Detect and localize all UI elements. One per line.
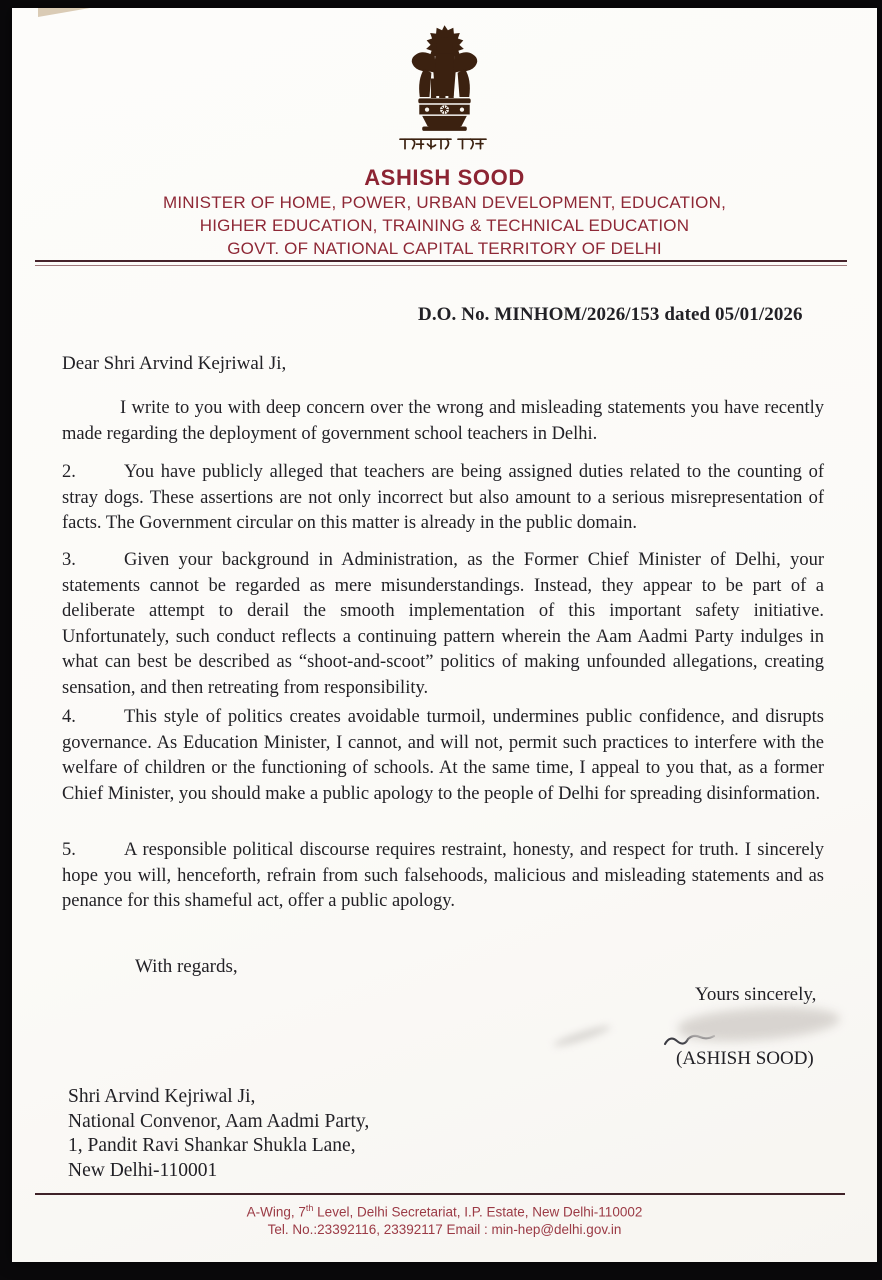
paragraph-5 xyxy=(62,838,824,915)
addressee-line-4: New Delhi-110001 xyxy=(68,1159,218,1181)
salutation: Dear Shri Arvind Kejriwal Ji, xyxy=(62,353,287,374)
addressee-block xyxy=(68,1085,369,1183)
sender-title-line-1: MINISTER OF HOME, POWER, URBAN DEVELOPMENT, EDUCATION, xyxy=(162,193,727,212)
letterhead-divider xyxy=(35,260,847,266)
paragraph-1 xyxy=(62,396,824,447)
closing-sincerely: Yours sincerely, xyxy=(695,984,817,1005)
paragraph-2 xyxy=(62,460,824,537)
sender-name: ASHISH SOOD xyxy=(364,165,525,190)
paragraph-1-text: I write to you with deep concern over the wrong and misleading statements you have recently made regarding the deployment of government school teachers in Delhi. xyxy=(62,398,824,444)
signatory-name: (ASHISH SOOD) xyxy=(676,1048,814,1069)
paragraph-3-number: 3. xyxy=(62,550,76,570)
paragraph-2-number: 2. xyxy=(62,462,76,482)
paragraph-4 xyxy=(62,705,824,807)
paragraph-4-text: This style of politics creates avoidable turmoil, undermines public confidence, and disrupts governance. As Education Minister, I cannot, and will not, permit such practices to interfere with the welfare of children or the functioning of schools. At the same time, I appeal to you that, as a former Chief Minister, you should make a public apology to the people of Delhi for spreading disinformation. xyxy=(62,707,824,804)
national-emblem-icon xyxy=(396,24,493,136)
paragraph-5-number: 5. xyxy=(62,840,76,860)
sender-title-line-3: GOVT. OF NATIONAL CAPITAL TERRITORY OF DELHI xyxy=(227,239,662,258)
paragraph-5-text: A responsible political discourse requires restraint, honesty, and respect for truth. I sincerely hope you will, henceforth, refrain from such falsehoods, malicious and misleading statements and as penance for this shameful act, offer a public apology. xyxy=(62,840,824,911)
page-corner-fold xyxy=(38,8,90,17)
footer-divider xyxy=(35,1193,845,1195)
signature-redaction-smudge xyxy=(677,1002,841,1045)
footer-address-superscript: th xyxy=(305,1203,314,1213)
satyameva-jayate-script-icon xyxy=(399,137,487,152)
footer-address xyxy=(12,1200,877,1221)
letter-page xyxy=(12,8,877,1262)
footer-contact: Tel. No.:23392116, 23392117 Email : min-hep@delhi.gov.in xyxy=(267,1222,622,1237)
addressee-line-3: 1, Pandit Ravi Shankar Shukla Lane, xyxy=(68,1135,356,1156)
footer-address-prefix: A-Wing, 7 xyxy=(246,1204,306,1220)
footer-address-rest: Level, Delhi Secretariat, I.P. Estate, New Delhi-110002 xyxy=(313,1204,643,1220)
paragraph-2-text: You have publicly alleged that teachers are being assigned duties related to the counting of stray dogs. These assertions are not only incorrect but also amount to a serious misrepresentation of facts. The Government circular on this matter is already in the public domain. xyxy=(62,462,824,533)
paragraph-3-text: Given your background in Administration, as the Former Chief Minister of Delhi, your statements cannot be regarded as mere misunderstandings. Instead, they appear to be part of a deliberate attempt to derail the smooth implementation of this important safety initiative. Unfortunately, such conduct reflects a continuing pattern wherein the Aam Aadmi Party indulges in what can best be described as “shoot-and-scoot” politics of making unfounded allegations, creating sensation, and then retreating from responsibility. xyxy=(62,550,824,698)
emblem-motto xyxy=(12,137,877,155)
closing-regards: With regards, xyxy=(135,956,238,977)
paragraph-4-number: 4. xyxy=(62,707,76,727)
paragraph-3 xyxy=(62,548,824,701)
signature-area xyxy=(662,1004,842,1054)
addressee-line-2: National Convenor, Aam Aadmi Party, xyxy=(68,1110,370,1132)
letterhead xyxy=(12,24,877,260)
addressee-line-1: Shri Arvind Kejriwal Ji, xyxy=(68,1086,256,1107)
sender-title-line-2: HIGHER EDUCATION, TRAINING & TECHNICAL EDUCATION xyxy=(199,216,690,235)
scan-smudge xyxy=(552,1023,612,1049)
reference-number: D.O. No. MINHOM/2026/153 dated 05/01/2026 xyxy=(418,304,803,325)
footer xyxy=(12,1200,877,1239)
